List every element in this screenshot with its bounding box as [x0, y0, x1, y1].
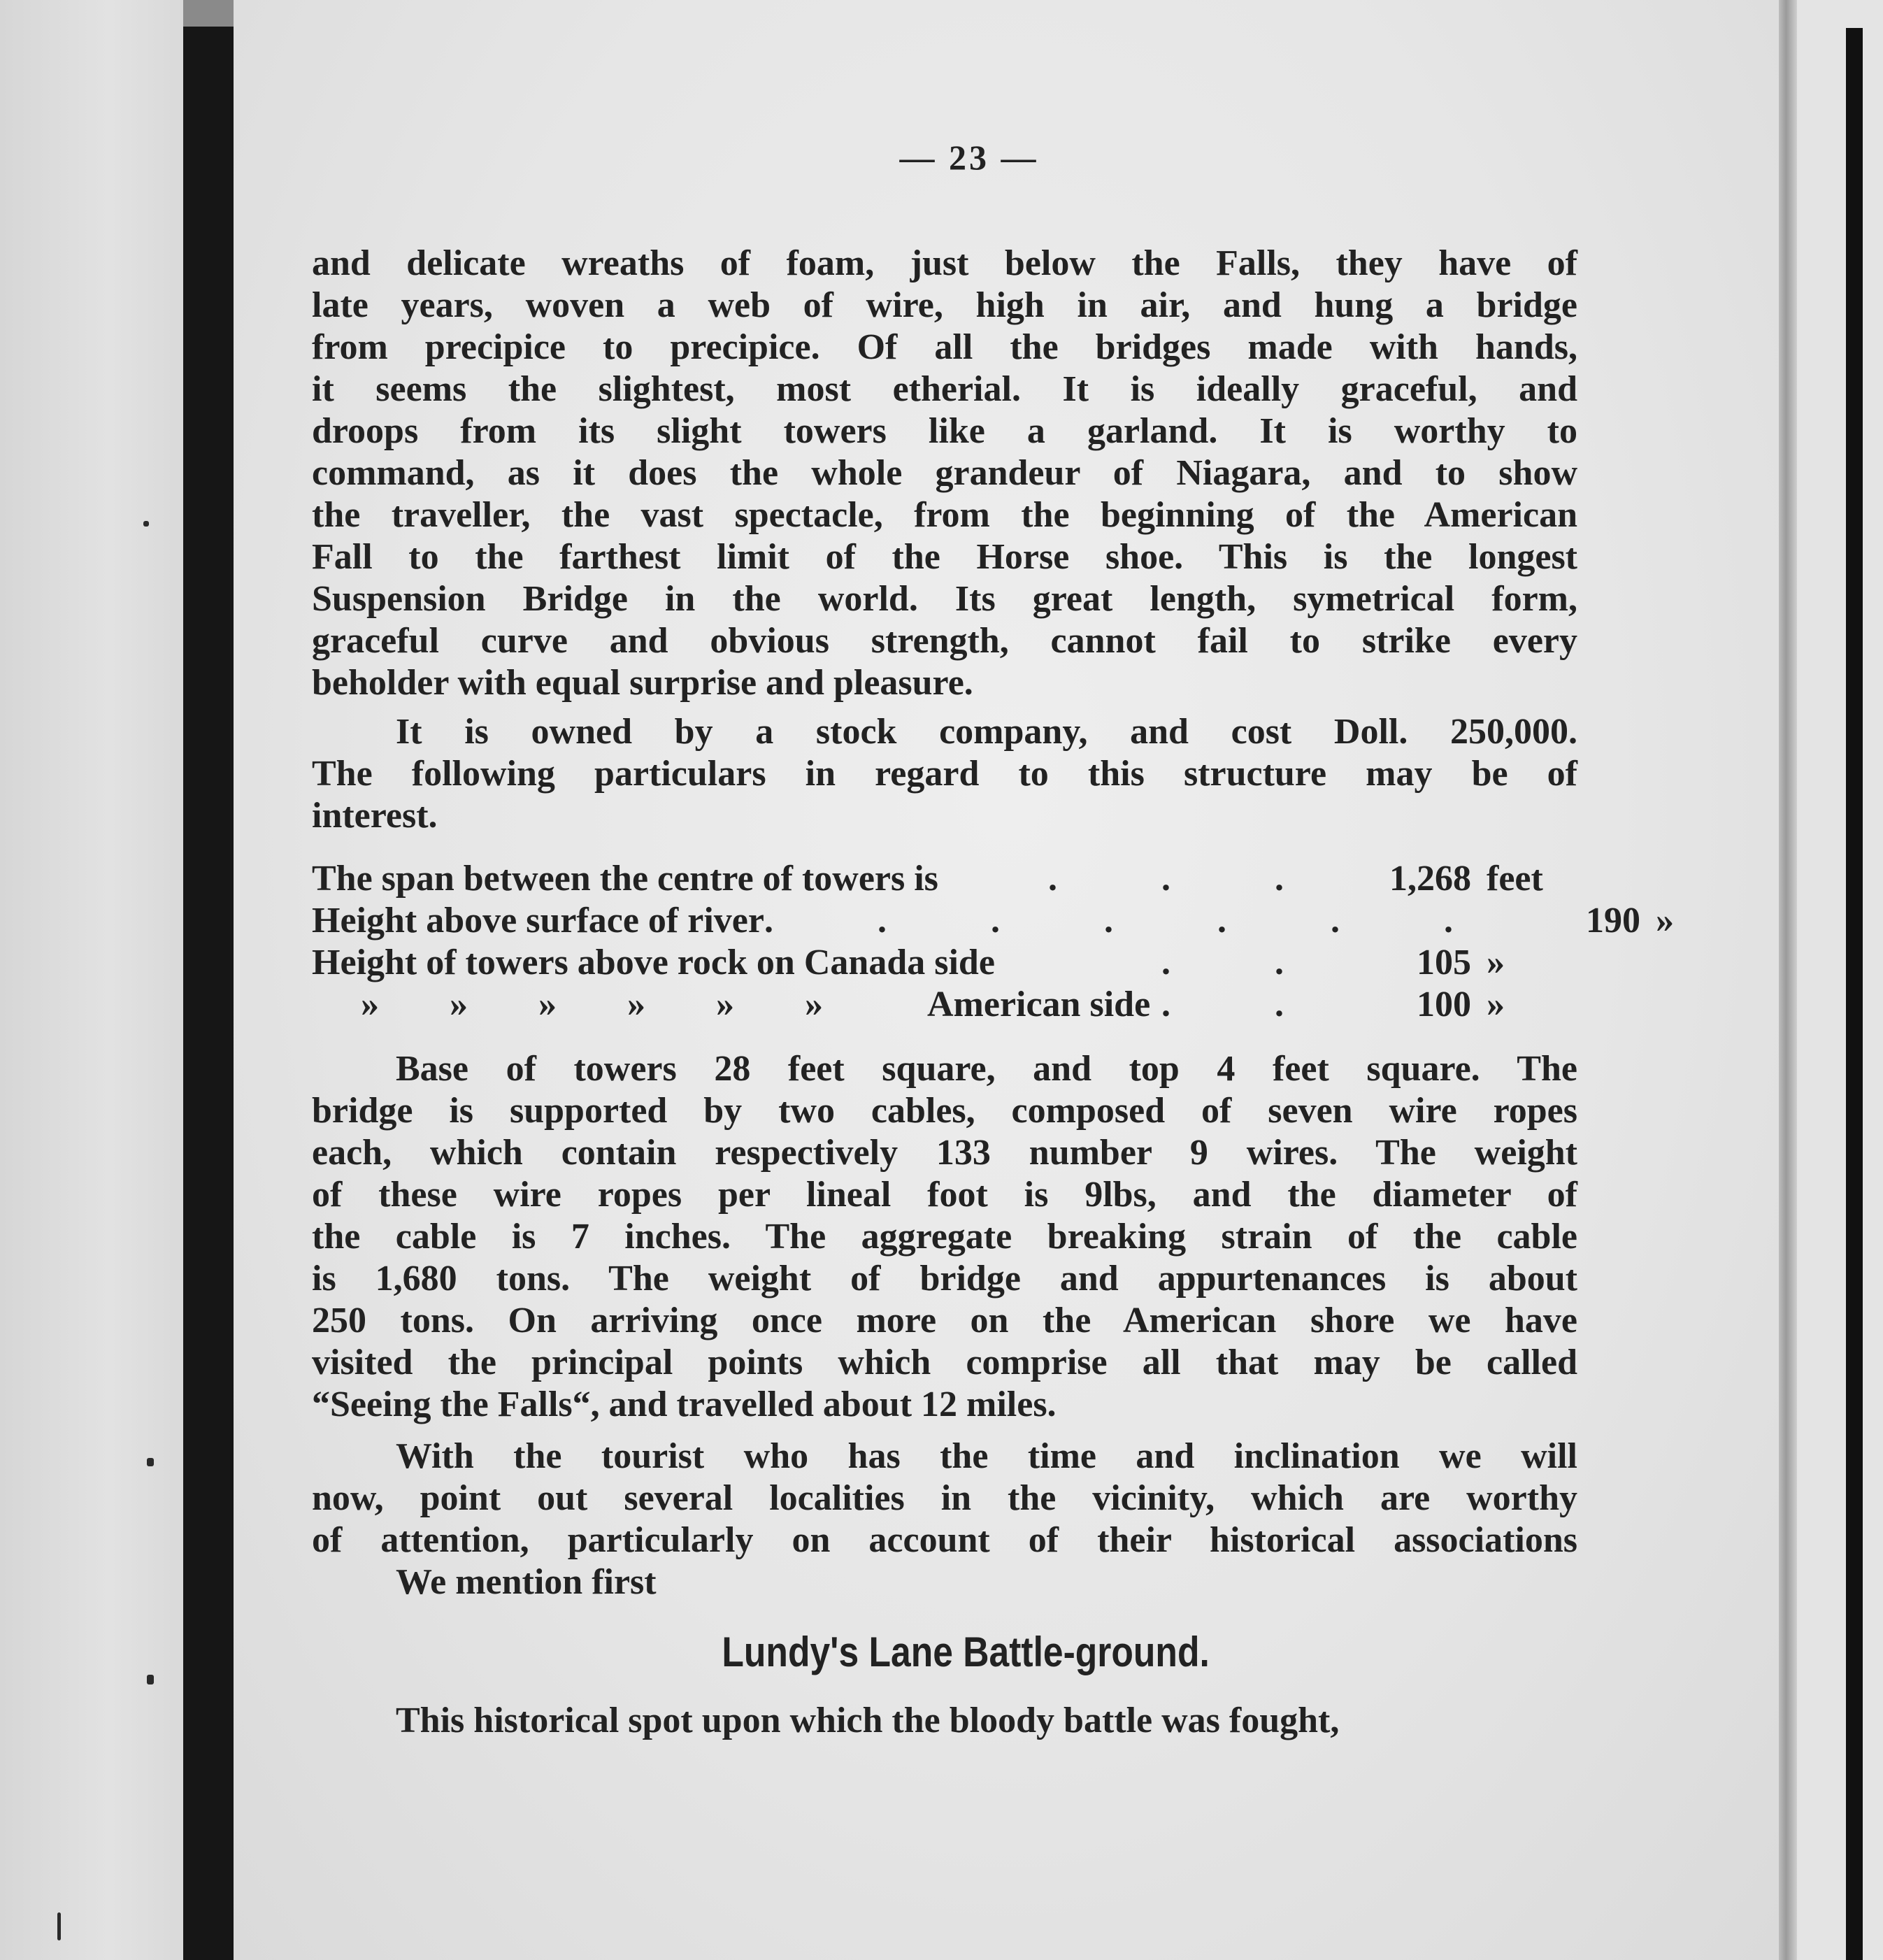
- bridge-specifications: [312, 858, 1674, 1026]
- spec-unit: »: [1655, 901, 1674, 940]
- margin-mark: [143, 521, 149, 527]
- spec-value: 1,268: [1389, 859, 1471, 899]
- text-line: beholder with equal surprise and pleasure.: [312, 663, 973, 703]
- text-line: Suspension Bridge in the world. Its great length, symetrical form,: [312, 579, 1577, 619]
- page-edge: [1779, 0, 1797, 1960]
- text-line: the traveller, the vast spectacle, from the beginning of the American: [312, 495, 1577, 535]
- left-scan-margin: [0, 0, 183, 1960]
- spec-row: [312, 900, 1674, 942]
- text-line: droops from its slight towers like a garland. It is worthy to: [312, 411, 1577, 451]
- ditto-marks: » » » » » »: [361, 985, 823, 1024]
- leader-dots: . .: [1161, 985, 1331, 1024]
- text-line: It is owned by a stock company, and cost Doll. 250,000.: [396, 712, 1577, 752]
- text-line: visited the principal points which comprise all that may be called: [312, 1343, 1577, 1382]
- spec-label: Height of towers above rock on Canada side: [312, 943, 995, 982]
- spec-label: [312, 984, 1150, 1026]
- text-line: it seems the slightest, most etherial. It is ideally graceful, and: [312, 369, 1577, 409]
- spec-unit: feet: [1487, 859, 1543, 899]
- book-spine-shadow: [183, 27, 234, 1960]
- margin-mark: [57, 1912, 61, 1940]
- spec-unit: »: [1487, 943, 1505, 982]
- margin-mark: [147, 1458, 154, 1466]
- text-line: command, as it does the whole grandeur of Niagara, and to show: [312, 453, 1577, 493]
- text-line: graceful curve and obvious strength, cannot fail to strike every: [312, 621, 1577, 661]
- spec-value: 100: [1417, 985, 1471, 1024]
- text-line: Fall to the farthest limit of the Horse shoe. This is the longest: [312, 537, 1577, 577]
- spec-value: 190: [1585, 901, 1640, 940]
- spec-unit: »: [1487, 985, 1505, 1024]
- page-number: — 23 —: [899, 138, 1039, 177]
- spec-row: [312, 942, 1577, 984]
- paragraph: [312, 243, 1577, 704]
- text-line: interest.: [312, 796, 438, 836]
- text-line: With the tourist who has the time and inclination we will: [396, 1436, 1577, 1476]
- leader-dots: . . . . . . .: [764, 901, 1501, 940]
- text-line: is 1,680 tons. The weight of bridge and appurtenances is about: [312, 1259, 1577, 1299]
- top-shadow: [183, 0, 239, 28]
- text-line: late years, woven a web of wire, high in air, and hung a bridge: [312, 285, 1577, 325]
- section-heading: Lundy's Lane Battle-ground.: [722, 1629, 1210, 1675]
- margin-mark: [147, 1675, 154, 1684]
- spec-row: [312, 984, 1577, 1026]
- spec-row: [312, 858, 1577, 900]
- text-line: the cable is 7 inches. The aggregate breaking strain of the cable: [312, 1217, 1577, 1257]
- right-border-bar: [1846, 28, 1863, 1960]
- spec-value: 105: [1417, 943, 1471, 982]
- spec-label-text: American side: [927, 985, 1151, 1024]
- text-line: Base of towers 28 feet square, and top 4 feet square. The: [396, 1049, 1577, 1089]
- paragraph: [312, 711, 1577, 837]
- text-line: 250 tons. On arriving once more on the American shore we have: [312, 1301, 1577, 1340]
- page-text: [312, 136, 1674, 1742]
- right-scan-margin: [1797, 0, 1883, 1960]
- text-line: and delicate wreaths of foam, just below the Falls, they have of: [312, 243, 1577, 283]
- text-line: The following particulars in regard to this structure may be of: [312, 754, 1577, 794]
- text-line: of attention, particularly on account of their historical associations: [312, 1520, 1577, 1560]
- text-line: of these wire ropes per lineal foot is 9lbs, and the diameter of: [312, 1175, 1577, 1215]
- text-line: “Seeing the Falls“, and travelled about 12 miles.: [312, 1385, 1057, 1424]
- text-line: This historical spot upon which the bloody battle was fought,: [396, 1701, 1340, 1740]
- spec-label: The span between the centre of towers is: [312, 859, 938, 899]
- text-line: bridge is supported by two cables, composed of seven wire ropes: [312, 1091, 1577, 1131]
- spec-label: Height above surface of river: [312, 901, 764, 940]
- leader-dots: . .: [1161, 943, 1331, 982]
- leader-dots: . . .: [1048, 859, 1331, 899]
- text-line: each, which contain respectively 133 number 9 wires. The weight: [312, 1133, 1577, 1173]
- paragraph: [312, 1048, 1577, 1426]
- text-line: now, point out several localities in the vicinity, which are worthy: [312, 1478, 1577, 1518]
- text-line: We mention first: [396, 1562, 657, 1602]
- paragraph: [312, 1700, 1577, 1742]
- paragraph: [312, 1436, 1577, 1603]
- text-line: from precipice to precipice. Of all the bridges made with hands,: [312, 327, 1577, 367]
